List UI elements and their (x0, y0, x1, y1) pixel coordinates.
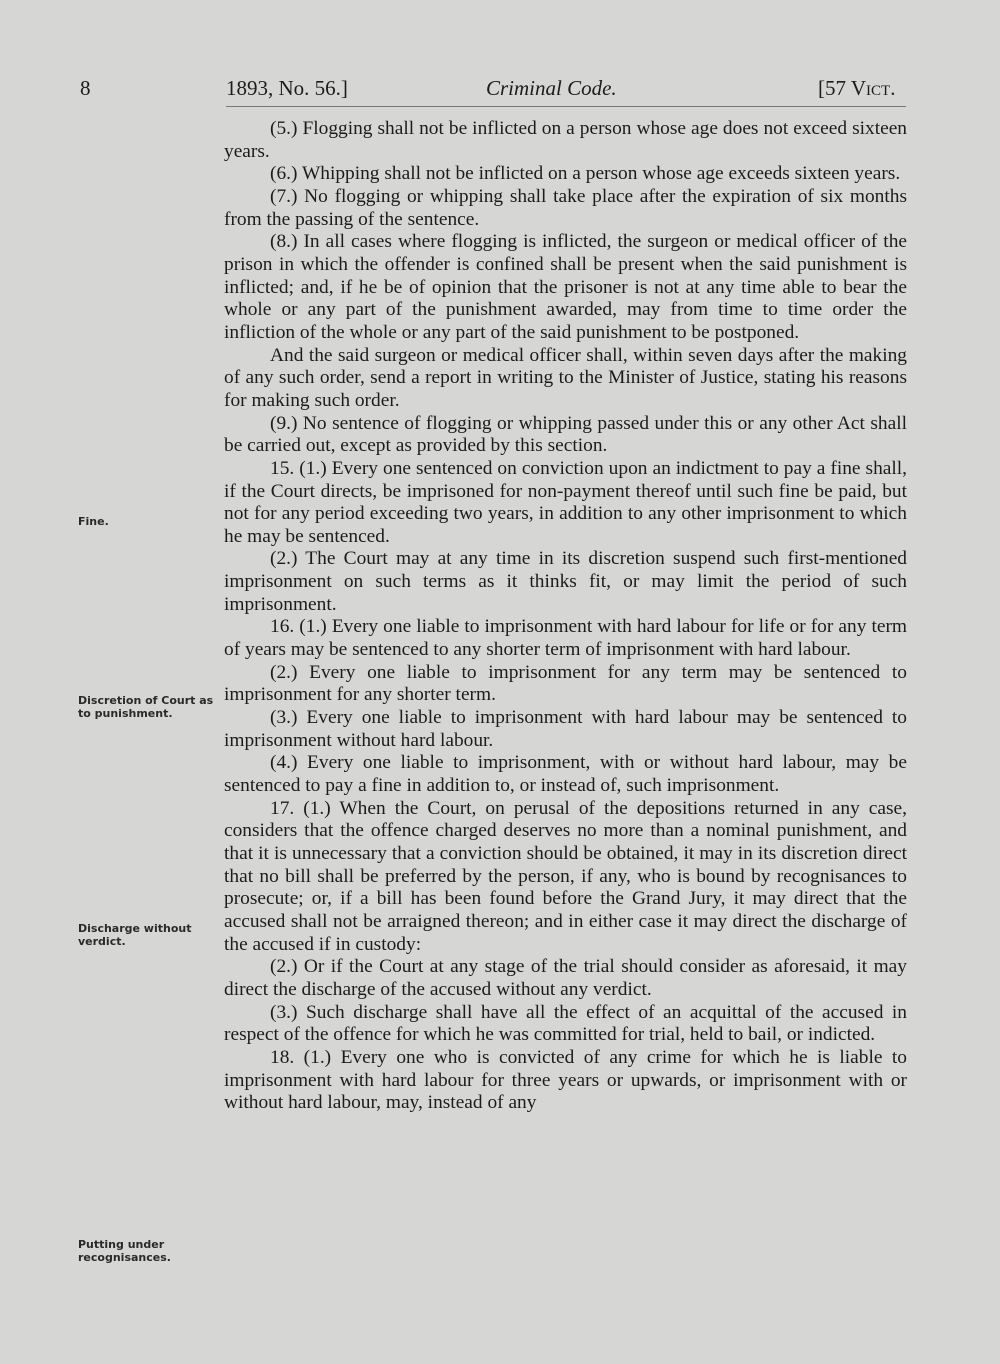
margin-note-discretion: Discretion of Court as to punishment. (78, 694, 214, 720)
paragraph: 15. (1.) Every one sentenced on conviction upon an indictment to pay a fine shall, if the Court directs, be imprisoned for non-payment thereof until such fine be paid, but not for any period exceeding two years, in addition to any other imprisonment to which he may be sentenced. (224, 457, 907, 547)
margin-note-discharge: Discharge without verdict. (78, 922, 192, 948)
paragraph: 16. (1.) Every one liable to imprisonment with hard labour for life or for any term of years may be sentenced to any shorter term of imprisonment with hard labour. (224, 616, 907, 661)
act-year-number: 1893, No. 56.] (226, 76, 348, 100)
regnal-year: [57 Vict. (818, 76, 896, 100)
margin-note-recognisances: Putting under recognisances. (78, 1238, 171, 1264)
paragraph: And the said surgeon or medical officer shall, within seven days after the making of any such order, send a report in writing to the Minister of Justice, stating his reasons for making such order. (224, 344, 907, 411)
paragraph: 18. (1.) Every one who is convicted of any crime for which he is liable to imprisonment with hard labour for three years or upwards, or imprisonment with or without hard labour, may, instead of any (224, 1046, 907, 1114)
paragraph: (2.) The Court may at any time in its discretion suspend such first-mentioned imprisonment on such terms as it thinks fit, or may limit the period of such imprisonment. (224, 548, 907, 615)
paragraph: (3.) Such discharge shall have all the effect of an acquittal of the accused in respect of the offence for which he was committed for trial, held to bail, or indicted. (224, 1001, 907, 1046)
body-text (224, 118, 907, 1115)
paragraph: (2.) Every one liable to imprisonment for any term may be sentenced to imprisonment for any shorter term. (224, 661, 907, 706)
page-number: 8 (80, 76, 91, 100)
paragraph: (5.) Flogging shall not be inflicted on a person whose age does not exceed sixteen years. (224, 118, 907, 162)
margin-note-fine: Fine. (78, 515, 109, 528)
paragraph: (8.) In all cases where flogging is inflicted, the surgeon or medical officer of the prison in which the offender is confined shall be present when the said punishment is inflicted; and, if he be of opinion that the prisoner is not at any time able to bear the whole or any part of the punishment awarded, may from time to time order the infliction of the whole or any part of the said punishment to be postponed. (224, 231, 907, 343)
paragraph: 17. (1.) When the Court, on perusal of the depositions returned in any case, considers that the offence charged deserves no more than a nominal punishment, and that it is unnecessary that a conviction should be obtained, it may in its discretion direct that no bill shall be preferred by the person, if any, who is bound by recognisances to prosecute; or, if a bill has been found before the Grand Jury, it may direct that the accused shall not be arraigned thereon; and in either case it may direct the discharge of the accused if in custody: (224, 797, 907, 955)
header-rule (226, 106, 906, 107)
paragraph: (3.) Every one liable to imprisonment with hard labour may be sentenced to imprisonment without hard labour. (224, 707, 907, 751)
paragraph: (9.) No sentence of flogging or whipping passed under this or any other Act shall be carried out, except as provided by this section. (224, 412, 907, 457)
page-title: Criminal Code. (486, 76, 617, 100)
paragraph: (7.) No flogging or whipping shall take place after the expiration of six months from the passing of the sentence. (224, 185, 907, 230)
paragraph: (4.) Every one liable to imprisonment, with or without hard labour, may be sentenced to pay a fine in addition to, or instead of, such imprisonment. (224, 752, 907, 797)
paragraph: (6.) Whipping shall not be inflicted on a person whose age exceeds sixteen years. (270, 163, 901, 185)
paragraph: (2.) Or if the Court at any stage of the trial should consider as aforesaid, it may direct the discharge of the accused without any verdict. (224, 956, 907, 1000)
